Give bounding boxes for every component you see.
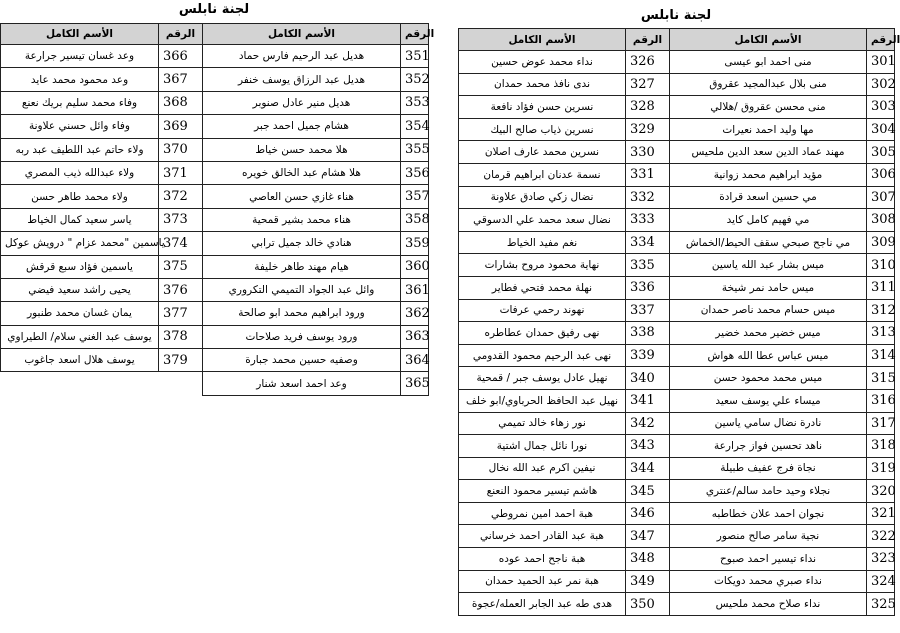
number-cell: 334 bbox=[626, 231, 670, 254]
left-roster-table bbox=[0, 23, 435, 396]
number-cell: 348 bbox=[626, 548, 670, 571]
number-cell: 342 bbox=[626, 412, 670, 435]
number-cell: 356 bbox=[401, 161, 429, 184]
full-name-cell: هناء محمد بشير قمحية bbox=[203, 208, 401, 231]
number-cell: 325 bbox=[867, 593, 895, 616]
number-cell: 378 bbox=[159, 325, 203, 348]
full-name-cell: نسمة عدنان ابراهيم قرمان bbox=[459, 163, 626, 186]
table-row bbox=[459, 367, 895, 390]
number-cell: 315 bbox=[867, 367, 895, 390]
number-cell: 321 bbox=[867, 502, 895, 525]
number-cell: 335 bbox=[626, 254, 670, 277]
number-cell: 349 bbox=[626, 570, 670, 593]
number-cell: 310 bbox=[867, 254, 895, 277]
header-full-name: الأسم الكامل bbox=[203, 24, 401, 45]
right-section-title: لجنة نابلس bbox=[640, 8, 712, 23]
full-name-cell: مها وليد احمد نعيرات bbox=[670, 118, 867, 141]
full-name-cell: وفاء محمد سليم بريك نعنع bbox=[1, 91, 159, 114]
number-cell: 376 bbox=[159, 278, 203, 301]
table-row bbox=[1, 349, 429, 372]
full-name-cell: نجاة فرج عفيف طبيلة bbox=[670, 457, 867, 480]
table-row bbox=[459, 299, 895, 322]
full-name-cell: نداء تيسير احمد صبوح bbox=[670, 548, 867, 571]
number-cell: 360 bbox=[401, 255, 429, 278]
number-cell: 329 bbox=[626, 118, 670, 141]
table-row bbox=[459, 141, 895, 164]
full-name-cell: هبة نمر عبد الحميد حمدان bbox=[459, 570, 626, 593]
table-row bbox=[1, 208, 429, 231]
table-row bbox=[1, 255, 429, 278]
number-cell: 301 bbox=[867, 51, 895, 74]
full-name-cell: هبة ناجح احمد عوده bbox=[459, 548, 626, 571]
full-name-cell: نجلاء وحيد حامد سالم/عنتري bbox=[670, 480, 867, 503]
full-name-cell: نادرة نضال سامي ياسين bbox=[670, 412, 867, 435]
number-cell: 318 bbox=[867, 435, 895, 458]
full-name-cell: هدى طه عبد الجابر العمله/عجوة bbox=[459, 593, 626, 616]
full-name-cell: نداء محمد عوض حسين bbox=[459, 51, 626, 74]
number-cell: 343 bbox=[626, 435, 670, 458]
number-cell: 364 bbox=[401, 349, 429, 372]
full-name-cell: نضال سعد محمد علي الدسوقي bbox=[459, 209, 626, 232]
number-cell: 373 bbox=[159, 208, 203, 231]
number-cell: 341 bbox=[626, 389, 670, 412]
number-cell: 347 bbox=[626, 525, 670, 548]
number-cell: 350 bbox=[626, 593, 670, 616]
full-name-cell: نهاية محمود مروح بشارات bbox=[459, 254, 626, 277]
table-row bbox=[1, 45, 429, 68]
table-row bbox=[459, 186, 895, 209]
full-name-cell: يمان غسان محمد طنبور bbox=[1, 302, 159, 325]
full-name-cell: ياسمين "محمد عزام " درويش عوكل bbox=[1, 232, 159, 255]
table-row bbox=[459, 435, 895, 458]
header-number: الرقم bbox=[626, 29, 670, 51]
full-name-cell: ميس حامد نمر شيخة bbox=[670, 276, 867, 299]
number-cell: 355 bbox=[401, 138, 429, 161]
number-cell: 352 bbox=[401, 68, 429, 91]
number-cell: 339 bbox=[626, 344, 670, 367]
number-cell: 314 bbox=[867, 344, 895, 367]
table-row bbox=[1, 232, 429, 255]
table-header-row bbox=[459, 29, 895, 51]
number-cell: 323 bbox=[867, 548, 895, 571]
full-name-cell: ورود ابراهيم محمد ابو صالحة bbox=[203, 302, 401, 325]
number-cell: 332 bbox=[626, 186, 670, 209]
table-row bbox=[459, 118, 895, 141]
full-name-cell: ولاء عبدالله ذيب المصري bbox=[1, 161, 159, 184]
full-name-cell: هاشم تيسير محمود النعنع bbox=[459, 480, 626, 503]
full-name-cell: نهيل عادل يوسف جبر / قمحية bbox=[459, 367, 626, 390]
table-row bbox=[459, 344, 895, 367]
full-name-cell: مهند عماد الدين سعد الدين ملحيس bbox=[670, 141, 867, 164]
full-name-cell: نغم مفيد الخياط bbox=[459, 231, 626, 254]
full-name-cell: ميس خضير محمد خضير bbox=[670, 322, 867, 345]
table-row bbox=[459, 570, 895, 593]
number-cell: 370 bbox=[159, 138, 203, 161]
table-row bbox=[1, 68, 429, 91]
full-name-cell: وعد محمود محمد عايد bbox=[1, 68, 159, 91]
full-name-cell: ميساء علي يوسف سعيد bbox=[670, 389, 867, 412]
table-row bbox=[459, 254, 895, 277]
full-name-cell: هنادي خالد جميل ترابي bbox=[203, 232, 401, 255]
number-cell: 372 bbox=[159, 185, 203, 208]
full-name-cell: هناء غازي حسن العاصي bbox=[203, 185, 401, 208]
number-cell: 304 bbox=[867, 118, 895, 141]
number-cell: 375 bbox=[159, 255, 203, 278]
full-name-cell: نهى رفيق حمدان عطاطره bbox=[459, 322, 626, 345]
number-cell: 302 bbox=[867, 73, 895, 96]
number-cell: 358 bbox=[401, 208, 429, 231]
number-cell: 333 bbox=[626, 209, 670, 232]
table-row bbox=[1, 115, 429, 138]
number-cell: 365 bbox=[401, 372, 429, 395]
full-name-cell: هلا محمد حسن خياط bbox=[203, 138, 401, 161]
full-name-cell: نداء صلاح محمد ملحيس bbox=[670, 593, 867, 616]
full-name-cell: نسرين حسن فؤاد نافعة bbox=[459, 96, 626, 119]
number-cell: 353 bbox=[401, 91, 429, 114]
table-row bbox=[459, 96, 895, 119]
full-name-cell: وفاء وائل حسني علاونة bbox=[1, 115, 159, 138]
full-name-cell: ميس عباس عطا الله هواش bbox=[670, 344, 867, 367]
table-row bbox=[1, 325, 429, 348]
header-full-name: الأسم الكامل bbox=[670, 29, 867, 51]
table-header-row bbox=[1, 24, 429, 45]
full-name-cell: منى بلال عبدالمجيد عقروق bbox=[670, 73, 867, 96]
full-name-cell: وصفيه حسين محمد جبارة bbox=[203, 349, 401, 372]
full-name-cell: هبة احمد امين نمروطي bbox=[459, 502, 626, 525]
table-row bbox=[1, 91, 429, 114]
number-cell: 336 bbox=[626, 276, 670, 299]
full-name-cell: ولاء حاتم عبد اللطيف عبد ربه bbox=[1, 138, 159, 161]
full-name-cell: نداء صبري محمد دويكات bbox=[670, 570, 867, 593]
full-name-cell: نسرين محمد عارف اصلان bbox=[459, 141, 626, 164]
table-row bbox=[459, 51, 895, 74]
number-cell: 327 bbox=[626, 73, 670, 96]
full-name-cell: نهلة محمد فتحي فطاير bbox=[459, 276, 626, 299]
table-row bbox=[459, 502, 895, 525]
number-cell: 317 bbox=[867, 412, 895, 435]
full-name-cell: نيفين اكرم عبد الله نخال bbox=[459, 457, 626, 480]
number-cell: 351 bbox=[401, 45, 429, 68]
number-cell: 374 bbox=[159, 232, 203, 255]
table-row bbox=[1, 138, 429, 161]
number-cell: 322 bbox=[867, 525, 895, 548]
number-cell bbox=[159, 372, 203, 395]
number-cell: 303 bbox=[867, 96, 895, 119]
full-name-cell: مي فهيم كامل كايد bbox=[670, 209, 867, 232]
number-cell: 311 bbox=[867, 276, 895, 299]
table-row bbox=[459, 548, 895, 571]
table-row bbox=[1, 302, 429, 325]
full-name-cell: نسرين ذياب صالح البيك bbox=[459, 118, 626, 141]
number-cell: 328 bbox=[626, 96, 670, 119]
number-cell: 357 bbox=[401, 185, 429, 208]
full-name-cell: ندى نافذ محمد حمدان bbox=[459, 73, 626, 96]
full-name-cell: ياسمين فؤاد سبع قرقش bbox=[1, 255, 159, 278]
number-cell: 307 bbox=[867, 186, 895, 209]
full-name-cell: هديل منير عادل صنوبر bbox=[203, 91, 401, 114]
table-row bbox=[1, 278, 429, 301]
number-cell: 338 bbox=[626, 322, 670, 345]
full-name-cell: مي حسين اسعد قرادة bbox=[670, 186, 867, 209]
full-name-cell: وائل عبد الجواد التميمي التكروري bbox=[203, 278, 401, 301]
number-cell: 366 bbox=[159, 45, 203, 68]
full-name-cell bbox=[1, 372, 159, 395]
table-row bbox=[1, 161, 429, 184]
full-name-cell: منى محسن عقروق /هلالي bbox=[670, 96, 867, 119]
left-section-title: لجنة نابلس bbox=[178, 2, 250, 17]
number-cell: 309 bbox=[867, 231, 895, 254]
full-name-cell: ميس حسام محمد ناصر حمدان bbox=[670, 299, 867, 322]
table-row bbox=[459, 525, 895, 548]
full-name-cell: نضال زكي صادق علاونة bbox=[459, 186, 626, 209]
number-cell: 379 bbox=[159, 349, 203, 372]
full-name-cell: ناهد تحسين فواز جرارعة bbox=[670, 435, 867, 458]
table-row bbox=[459, 457, 895, 480]
table-row bbox=[459, 593, 895, 616]
number-cell: 363 bbox=[401, 325, 429, 348]
number-cell: 367 bbox=[159, 68, 203, 91]
number-cell: 361 bbox=[401, 278, 429, 301]
table-row bbox=[459, 389, 895, 412]
full-name-cell: هديل عبد الرحيم فارس حماد bbox=[203, 45, 401, 68]
full-name-cell: وعد غسان تيسير جرارعة bbox=[1, 45, 159, 68]
table-row bbox=[1, 185, 429, 208]
table-row bbox=[459, 231, 895, 254]
full-name-cell: نجية سامر صالح منصور bbox=[670, 525, 867, 548]
number-cell: 320 bbox=[867, 480, 895, 503]
full-name-cell: مي ناجح صبحي سقف الحيط/الخماش bbox=[670, 231, 867, 254]
full-name-cell: هشام جميل احمد جبر bbox=[203, 115, 401, 138]
number-cell: 369 bbox=[159, 115, 203, 138]
number-cell: 305 bbox=[867, 141, 895, 164]
table-row bbox=[459, 480, 895, 503]
table-row bbox=[459, 163, 895, 186]
full-name-cell: نورا نائل جمال اشتية bbox=[459, 435, 626, 458]
table-row bbox=[459, 209, 895, 232]
number-cell: 312 bbox=[867, 299, 895, 322]
number-cell: 337 bbox=[626, 299, 670, 322]
full-name-cell: ورود يوسف فريد صلاحات bbox=[203, 325, 401, 348]
number-cell: 326 bbox=[626, 51, 670, 74]
full-name-cell: هبة عبد القادر احمد خرساني bbox=[459, 525, 626, 548]
full-name-cell: نور زهاء خالد تميمي bbox=[459, 412, 626, 435]
full-name-cell: هيام مهند طاهر خليفة bbox=[203, 255, 401, 278]
number-cell: 331 bbox=[626, 163, 670, 186]
number-cell: 313 bbox=[867, 322, 895, 345]
number-cell: 344 bbox=[626, 457, 670, 480]
number-cell: 346 bbox=[626, 502, 670, 525]
header-number: الرقم bbox=[159, 24, 203, 45]
number-cell: 371 bbox=[159, 161, 203, 184]
table-row bbox=[459, 276, 895, 299]
full-name-cell: نهى عبد الرحيم محمود القدومي bbox=[459, 344, 626, 367]
full-name-cell: هديل عبد الرزاق يوسف خنفر bbox=[203, 68, 401, 91]
number-cell: 308 bbox=[867, 209, 895, 232]
full-name-cell: وعد احمد اسعد شنار bbox=[203, 372, 401, 395]
number-cell: 359 bbox=[401, 232, 429, 255]
right-roster-table bbox=[458, 28, 900, 616]
number-cell: 324 bbox=[867, 570, 895, 593]
number-cell: 340 bbox=[626, 367, 670, 390]
full-name-cell: نجوان احمد علان خطاطبه bbox=[670, 502, 867, 525]
table-row bbox=[459, 322, 895, 345]
full-name-cell: يوسف عبد الغني سلام/ الطيراوي bbox=[1, 325, 159, 348]
full-name-cell: ولاء محمد طاهر حسن bbox=[1, 185, 159, 208]
full-name-cell: ميس محمد محمود حسن bbox=[670, 367, 867, 390]
full-name-cell: يحيى راشد سعيد فيضي bbox=[1, 278, 159, 301]
full-name-cell: ياسر سعيد كمال الخياط bbox=[1, 208, 159, 231]
number-cell: 377 bbox=[159, 302, 203, 325]
number-cell: 306 bbox=[867, 163, 895, 186]
number-cell: 354 bbox=[401, 115, 429, 138]
full-name-cell: منى احمد ابو عيسى bbox=[670, 51, 867, 74]
header-number: الرقم bbox=[401, 24, 429, 45]
full-name-cell: نهوند رحمي عرفات bbox=[459, 299, 626, 322]
table-row bbox=[459, 412, 895, 435]
number-cell: 362 bbox=[401, 302, 429, 325]
header-number: الرقم bbox=[867, 29, 895, 51]
number-cell: 319 bbox=[867, 457, 895, 480]
number-cell: 330 bbox=[626, 141, 670, 164]
header-full-name: الأسم الكامل bbox=[459, 29, 626, 51]
full-name-cell: نهيل عبد الحافظ الحرباوي/ابو خلف bbox=[459, 389, 626, 412]
full-name-cell: يوسف هلال اسعد جاغوب bbox=[1, 349, 159, 372]
full-name-cell: مؤيد ابراهيم محمد زوانية bbox=[670, 163, 867, 186]
table-row bbox=[1, 372, 429, 395]
header-full-name: الأسم الكامل bbox=[1, 24, 159, 45]
full-name-cell: ميس بشار عبد الله ياسين bbox=[670, 254, 867, 277]
table-row bbox=[459, 73, 895, 96]
number-cell: 316 bbox=[867, 389, 895, 412]
full-name-cell: هلا هشام عبد الخالق خويره bbox=[203, 161, 401, 184]
number-cell: 368 bbox=[159, 91, 203, 114]
number-cell: 345 bbox=[626, 480, 670, 503]
